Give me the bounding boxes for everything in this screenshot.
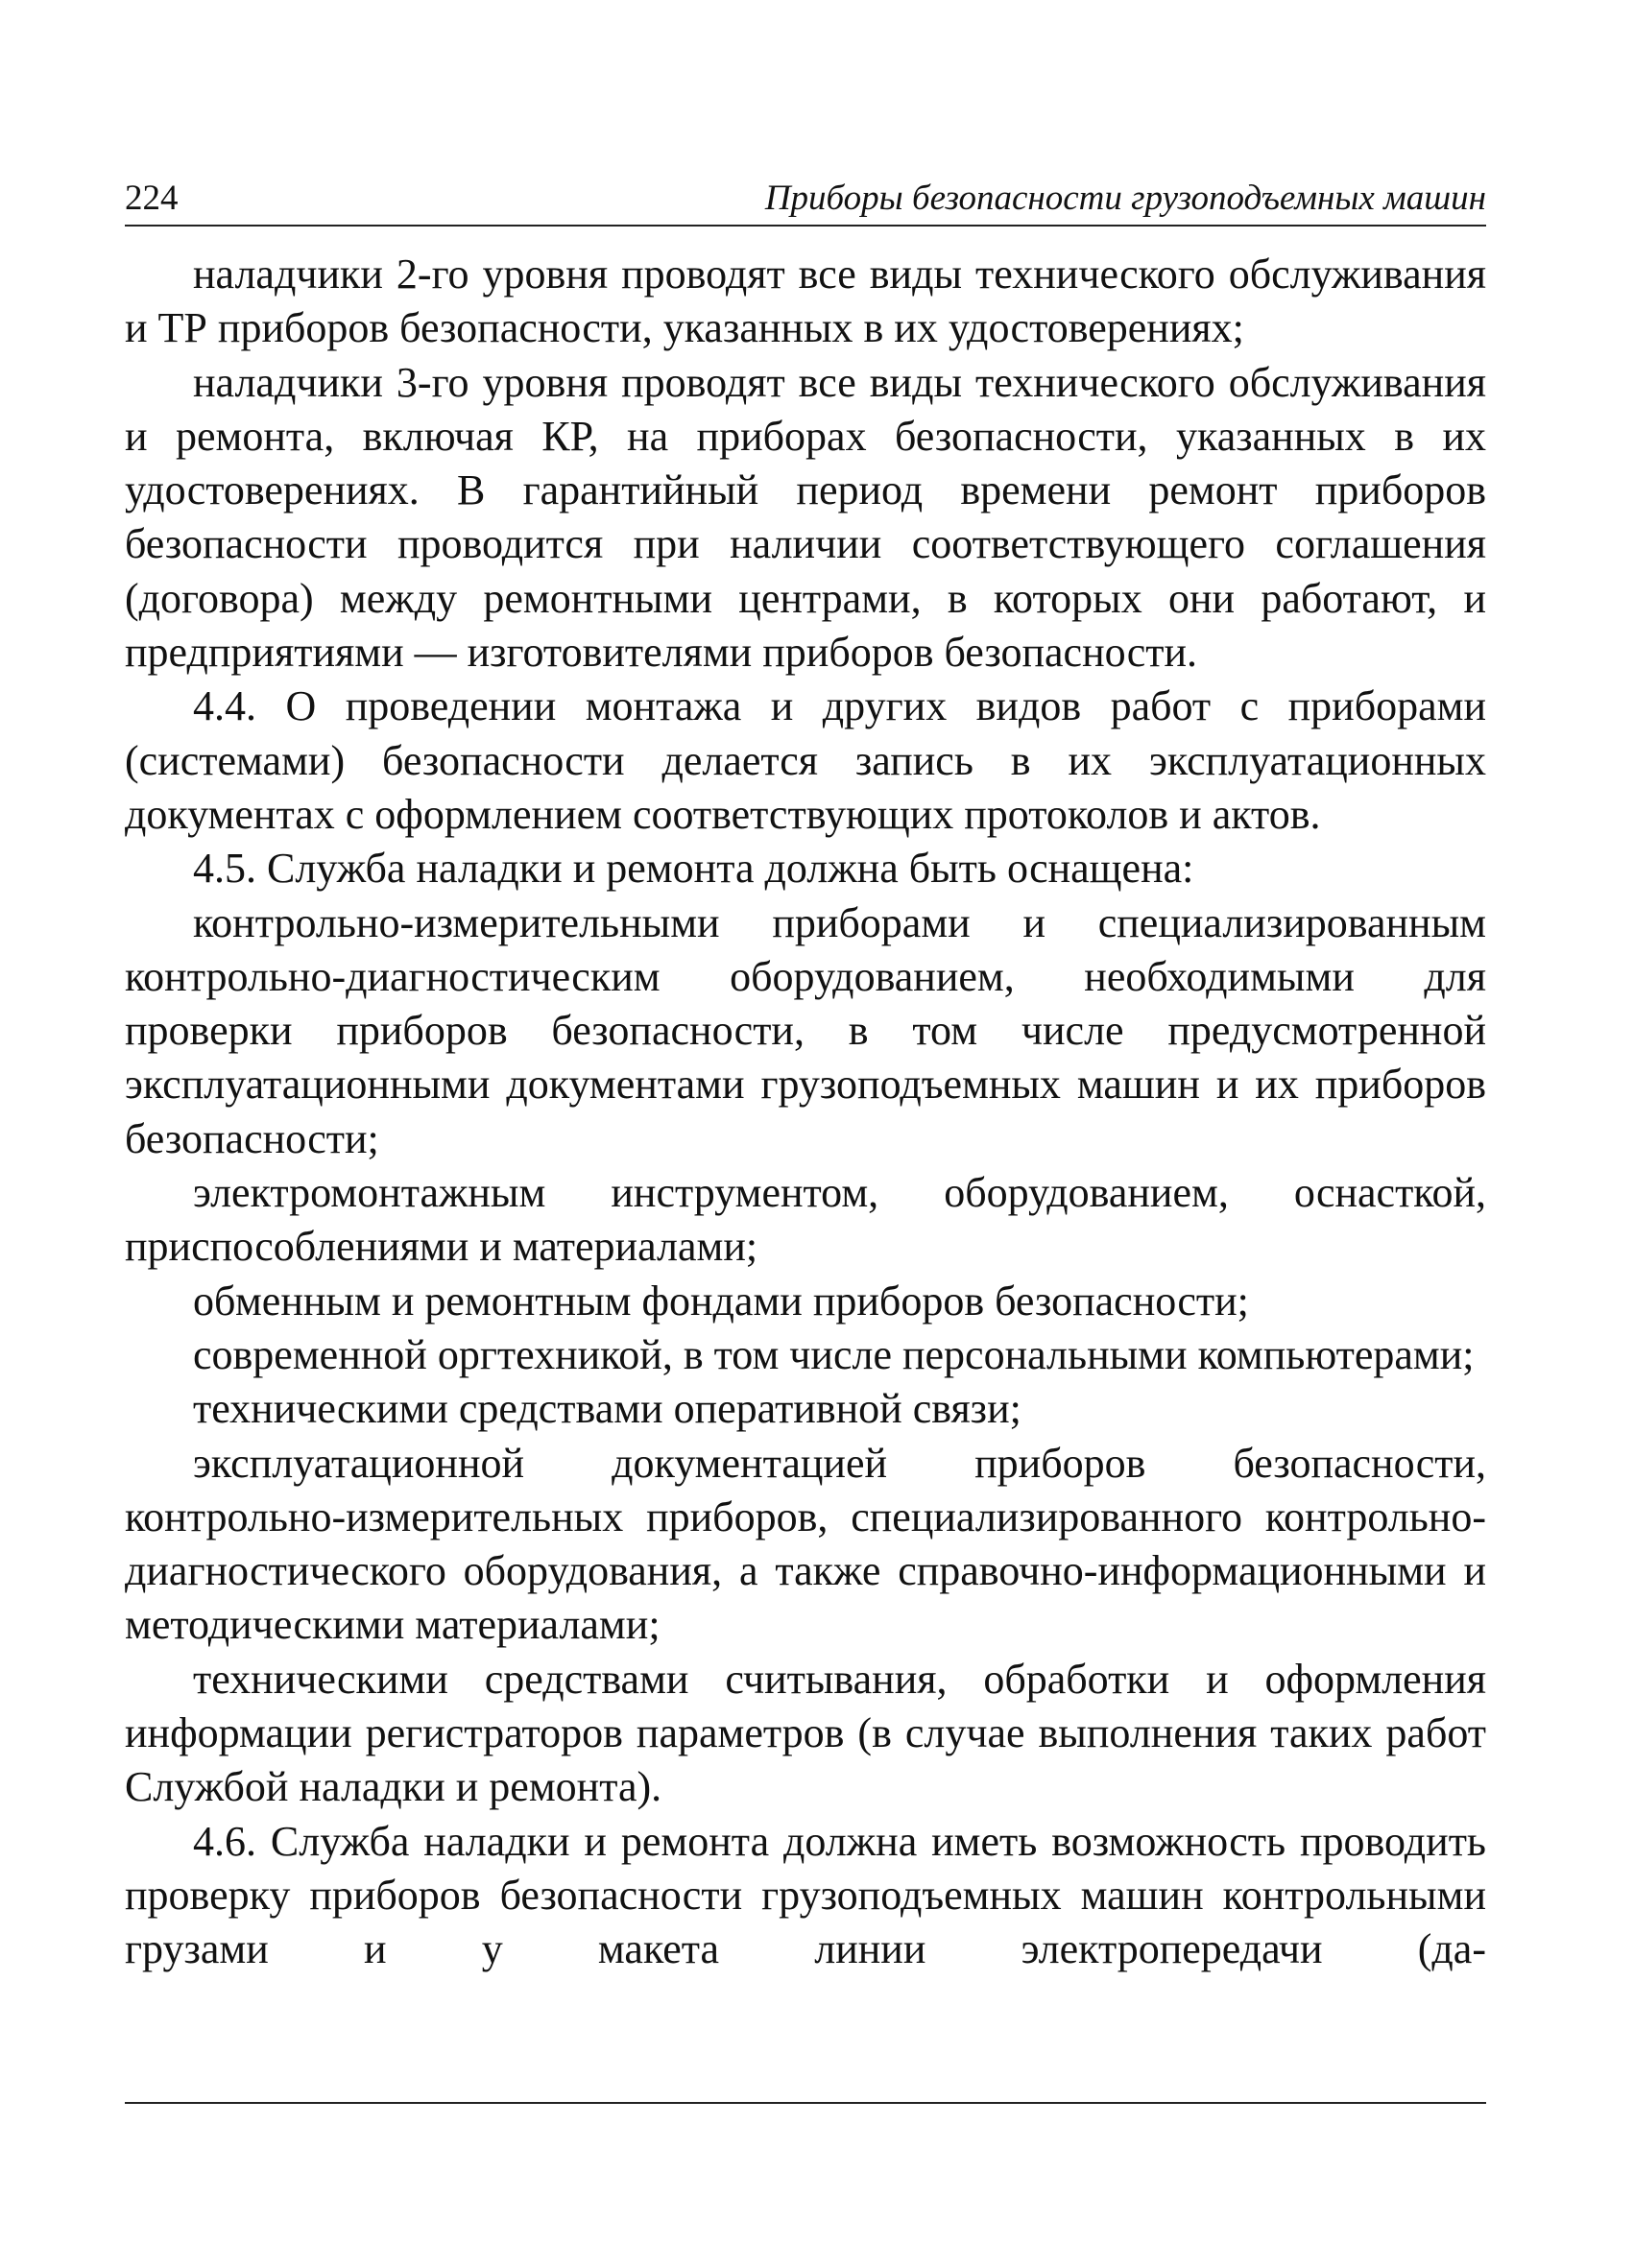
page-number: 224 <box>125 179 179 218</box>
footer-divider <box>125 2102 1486 2104</box>
list-item-office-equipment: современной оргтехникой, в том числе персональными компьютерами; <box>193 1330 1475 1378</box>
paragraph-4-6: 4.6. Служба наладки и ремонта должна иметь возможность проводить проверку приборов безопасности грузоподъемных машин контрольными грузами и у макета линии электропередачи (да- <box>125 1817 1486 1973</box>
paragraph-4-4: 4.4. О проведении монтажа и других видов работ с приборами (системами) безопасности делается запись в их эксплуатационных документах с оформлением соответствующих протоколов и актов. <box>125 682 1486 838</box>
running-title: Приборы безопасности грузоподъемных машин <box>764 179 1486 218</box>
list-item-recorder-tools: техническими средствами считывания, обработки и оформления информации регистраторов параметров (в случае выполнения таких работ Службой наладки и ремонта). <box>125 1655 1486 1811</box>
list-item-exchange-funds: обменным и ремонтным фондами приборов безопасности; <box>193 1277 1249 1325</box>
list-item-electrical-tools: электромонтажным инструментом, оборудованием, оснасткой, приспособлениями и материалами; <box>125 1169 1486 1271</box>
paragraph-level2-technicians: наладчики 2-го уровня проводят все виды технического обслуживания и ТР приборов безопасности, указанных в их удостоверениях; <box>125 251 1486 352</box>
header-divider <box>125 225 1486 227</box>
page-header <box>125 179 1486 219</box>
paragraph-4-5: 4.5. Служба наладки и ремонта должна быть оснащена: <box>193 845 1194 893</box>
list-item-measuring-instruments: контрольно-измерительными приборами и специализированным контрольно-диагностическим оборудованием, необходимыми для проверки приборов безопасности, в том числе предусмотренной эксплуатационными документами грузоподъемных машин и их приборов безопасности; <box>125 898 1486 1162</box>
body-text <box>125 248 1486 1977</box>
list-item-documentation: эксплуатационной документацией приборов безопасности, контрольно-измерительных приборов, специализированного контрольно-диагностического оборудования, а также справочно-информационными и методическими материалами; <box>125 1439 1486 1649</box>
list-item-communication: техническими средствами оперативной связи; <box>193 1385 1021 1433</box>
paragraph-level3-technicians: наладчики 3-го уровня проводят все виды технического обслуживания и ремонта, включая КР, на приборах безопасности, указанных в их удостоверениях. В гарантийный период времени ремонт приборов безопасности проводится при наличии соответствующего соглашения (договора) между ремонтными центрами, в которых они работают, и предприятиями — изготовителями приборов безопасности. <box>125 358 1486 677</box>
